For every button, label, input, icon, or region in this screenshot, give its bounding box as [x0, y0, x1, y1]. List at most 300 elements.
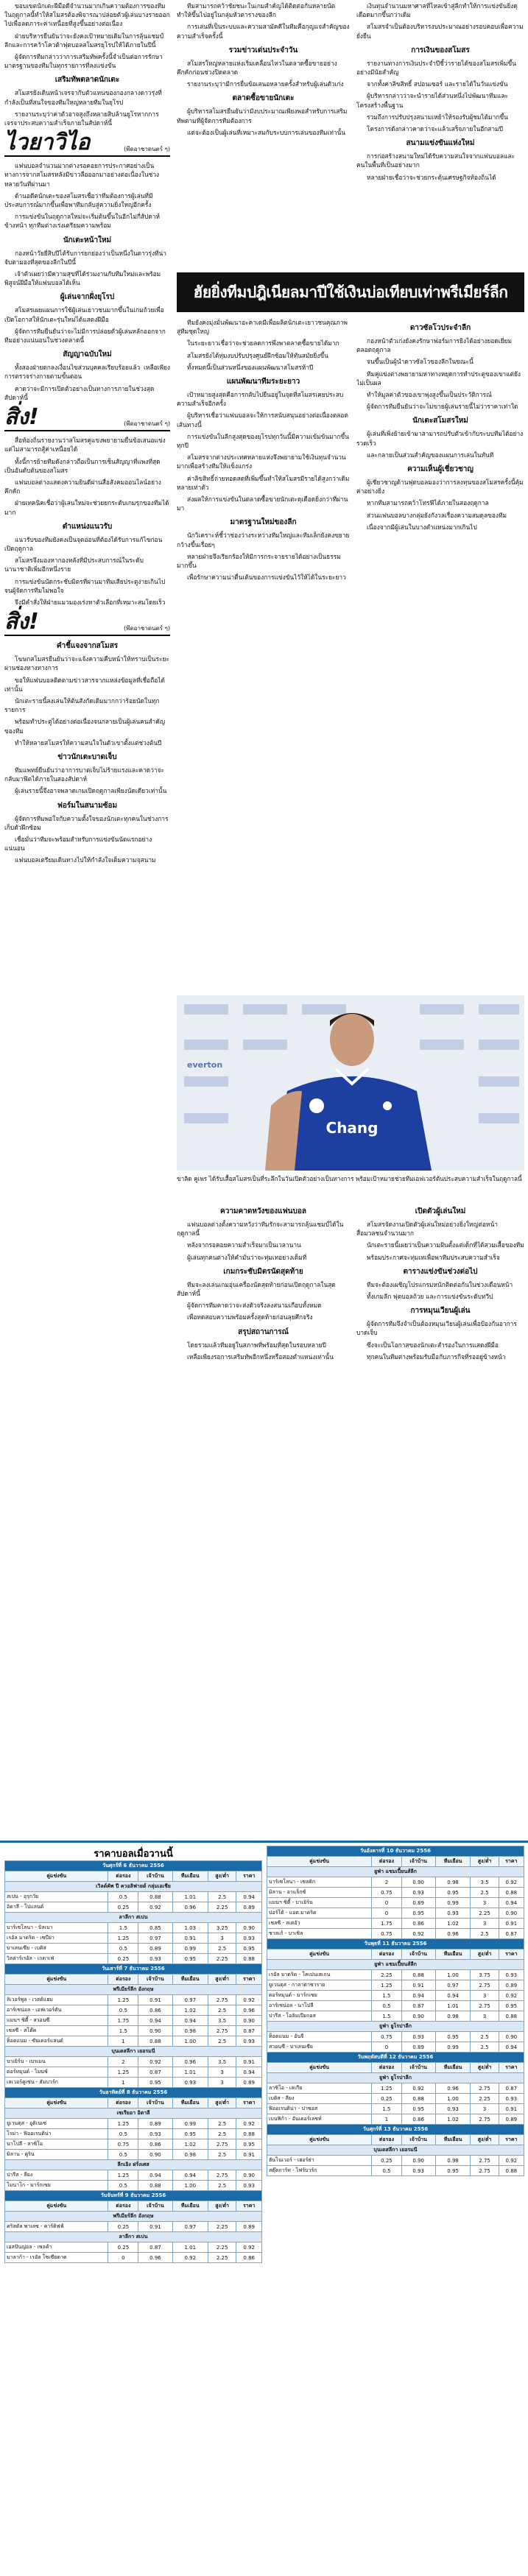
odds-match: ฮันโนเวอร์ - เฮอร์ธ่า — [267, 2156, 372, 2166]
odds-value: 1.03 — [172, 1923, 208, 1933]
paragraph: ด้านอดีตนักเตะของสโมสรเชื่อว่าทีมต้องการผู้เล่นที่มีประสบการณ์มากขึ้นเพื่อพาทีมกลับสู่ความยิ่งใหญ่อีกครั้ง — [4, 191, 153, 209]
odds-col-header: คู่แข่งขัน — [5, 2098, 108, 2109]
odds-match: เบนฟิก้า - อันเดอร์เลชท์ — [267, 2114, 372, 2125]
paragraph: ค่าลิขสิทธิ์ถ่ายทอดสดที่เพิ่มขึ้นทำให้สโมสรมีรายได้สูงกว่าเดิมหลายเท่าตัว — [177, 474, 350, 491]
paragraph: สโมสรจำเป็นต้องบริหารงบประมาณอย่างรอบคอบเพื่อความยั่งยืน — [356, 23, 524, 40]
odds-value: 2.25 — [471, 1908, 499, 1919]
odds-match-row — [5, 2078, 262, 2088]
odds-value: 0.98 — [435, 2156, 471, 2166]
paragraph: หลายฝ่ายจึงเรียกร้องให้มีการกระจายรายได้อย่างเป็นธรรมมากขึ้น — [177, 552, 341, 570]
article-block — [356, 429, 524, 459]
paragraph: สโมสรเผยแผนการใช้ผู้เล่นเยาวชนมากขึ้นในเกมถ้วยเพื่อเปิดโอกาสให้นักเตะรุ่นใหม่ได้แสดงฝีมือ — [4, 306, 164, 323]
odds-value: 0.90 — [236, 2170, 262, 2181]
odds-value: 0.93 — [138, 1954, 172, 1964]
odds-league: เซเรียอา อิตาลี — [5, 2109, 262, 2119]
paragraph: กองหน้าวัยยี่สิบปีได้รับการยกย่องว่าเป็นหนึ่งในดาวรุ่งที่น่าจับตามองที่สุดของลีกในปีนี้ — [4, 249, 166, 266]
odds-match-row — [5, 2036, 262, 2047]
odds-date: วันศุกร์ที่ 6 ธันวาคม 2556 — [5, 1861, 262, 1871]
article-block — [4, 696, 170, 747]
odds-date: วันจันทร์ที่ 9 ธันวาคม 2556 — [5, 2191, 262, 2201]
odds-value: 0.96 — [236, 2005, 262, 2016]
odds-date: วันอาทิตย์ที่ 8 ธันวาคม 2556 — [5, 2088, 262, 2098]
odds-match: ชาลเก้ - บาเซิล — [267, 1929, 372, 1939]
paragraph: ขอให้แฟนบอลติดตามข่าวสารจากแหล่งข้อมูลที่เชื่อถือได้เท่านั้น — [4, 676, 165, 693]
odds-col-header: เจ้าบ้าน — [401, 1857, 435, 1867]
odds-match-row — [5, 1933, 262, 1944]
article-block — [177, 1341, 350, 1361]
backdrop-sponsor-text: everton — [187, 1060, 223, 1070]
odds-col-header: เจ้าบ้าน — [138, 2201, 172, 2212]
subheading: สัญญาฉบับใหม่ — [63, 350, 112, 359]
odds-value: 0.94 — [236, 1892, 262, 1902]
odds-value: 0.94 — [499, 2042, 524, 2053]
odds-value: 0.95 — [435, 2166, 471, 2176]
odds-value: 2.5 — [471, 2032, 499, 2042]
odds-value: 1.5 — [372, 1991, 401, 2001]
odds-value: 0.25 — [108, 2222, 138, 2232]
rubric-title: สิ่ง! — [4, 609, 39, 635]
odds-value: 3 — [471, 1991, 499, 2001]
odds-value: 0.5 — [108, 2129, 138, 2139]
odds-col-header: คู่แข่งขัน — [5, 2201, 108, 2212]
odds-league-row — [5, 2212, 262, 2222]
odds-value: 0.99 — [172, 1944, 208, 1954]
article-block — [177, 531, 350, 582]
odds-value: 3 — [471, 2104, 499, 2114]
odds-value: 3 — [471, 1919, 499, 1929]
paragraph: จนขึ้นเป็นผู้นำดาวซัลโวของลีกในขณะนี้ — [367, 358, 474, 366]
odds-col-header: ราคา — [236, 2201, 262, 2212]
odds-value: 0.25 — [108, 1954, 138, 1964]
odds-match: บาร์เซโลนา - บิลเบา — [5, 1923, 108, 1933]
odds-col-header: ทีมเยือน — [435, 1949, 471, 1960]
headline-text: ฮัยยิ่งทีมปฎิเนียลมาปีใช้เงินบ่อเทียบเท่าพรีเมียร์ลีก — [193, 283, 508, 301]
odds-col-header: ทีมเยือน — [435, 2135, 471, 2145]
odds-league: บุนเดสลีกา เยอรมนี — [267, 2145, 524, 2156]
odds-match: ปารีส - โอลิมเปียกอส — [267, 2011, 372, 2022]
odds-match-row — [5, 2067, 262, 2078]
odds-match-row — [267, 1929, 524, 1939]
article-block — [4, 577, 170, 607]
odds-league-row — [5, 1985, 262, 1995]
article-block — [356, 91, 524, 133]
odds-match: บาเลนเซีย - เบติส — [5, 1944, 108, 1954]
odds-value: 0.86 — [401, 2114, 435, 2125]
odds-value: 0.86 — [138, 2139, 172, 2150]
odds-col-header: คู่แข่งขัน — [267, 2135, 372, 2145]
odds-value: 1.5 — [372, 2011, 401, 2022]
odds-value: 0.99 — [435, 1898, 471, 1908]
odds-value: 0.92 — [138, 2057, 172, 2067]
odds-league-row — [267, 2022, 524, 2032]
odds-match: ยูเวนตุส - กาลาตาซาราย — [267, 1980, 372, 1991]
odds-league-row — [5, 2109, 262, 2119]
subheading: เกมกระชับมิตรนัดสุดท้าย — [223, 1267, 303, 1276]
odds-match-row — [267, 2104, 524, 2114]
odds-value: 0.87 — [499, 2083, 524, 2094]
paragraph: สโมสรยังเดินหน้าเจรจากับตัวแทนของกองกลางดาวรุ่งที่กำลังเป็นที่สนใจของทีมใหญ่หลายทีมในยุโรป — [4, 89, 162, 106]
odds-col-header: เจ้าบ้าน — [401, 1949, 435, 1960]
odds-value: 1.25 — [108, 2119, 138, 2129]
odds-value: 0.5 — [108, 2181, 138, 2191]
odds-match: เรอัล มาดริด - เซบีย่า — [5, 1933, 108, 1944]
odds-col-header: สูง/ต่ำ — [471, 1949, 499, 1960]
odds-value: 0.91 — [172, 1933, 208, 1944]
paragraph: ทั้งสองฝ่ายตกลงเงื่อนไขส่วนบุคคลเรียบร้อยแล้ว เหลือเพียงการตรวจร่างกายตามขั้นตอน — [4, 364, 170, 381]
paragraph: การแข่งขันในลีกสูงสุดของยุโรปทุกวันนี้มีความเข้มข้นมากขึ้นทุกปี — [177, 432, 349, 450]
odds-value: 1.00 — [172, 2181, 208, 2191]
odds-league: ลีกเอิง ฝรั่งเศส — [5, 2160, 262, 2170]
paragraph: สโมสรจึงมองหากองหลังที่มีประสบการณ์ในระดับนานาชาติเพิ่มอีกหนึ่งราย — [4, 557, 144, 574]
odds-match: เลเวอร์คูเซ่น - ฮัมบวร์ก — [5, 2078, 108, 2088]
odds-value: 0.97 — [138, 1933, 172, 1944]
odds-match-row — [5, 2005, 262, 2016]
odds-league: ยูฟ่า แชมเปี้ยนส์ลีก — [267, 1867, 524, 1877]
odds-value: 0.91 — [401, 1980, 435, 1991]
odds-value: 0.98 — [172, 2026, 208, 2036]
odds-value: 0.90 — [138, 2026, 172, 2036]
subheading: สรุปสถานการณ์ — [238, 1327, 289, 1336]
odds-value: 0.89 — [401, 2042, 435, 2053]
paragraph: ทีมสามารถคว้าชัยชนะในเกมสำคัญได้ติดต่อกันหลายนัด ทำให้ขึ้นไปอยู่ในกลุ่มหัวตารางของลีก — [177, 2, 336, 19]
subheading: เสริมทัพตลาดนักเตะ — [54, 76, 120, 85]
odds-match-row — [5, 2129, 262, 2139]
odds-value: 0.90 — [236, 2016, 262, 2026]
article-block — [4, 1, 170, 70]
odds-value: 0.87 — [138, 2242, 172, 2253]
odds-value: 0.91 — [236, 2057, 262, 2067]
odds-value: 0.5 — [108, 1944, 138, 1954]
odds-league-row — [267, 2073, 524, 2083]
odds-match: ลิเวอร์พูล - เวสต์แฮม — [5, 1995, 108, 2005]
subheading: นักเตะหน้าใหม่ — [63, 236, 112, 244]
paragraph: เจ้าตัวเผยว่ามีความสุขที่ได้ร่วมงานกับทีมใหม่และพร้อมพิสูจน์ฝีมือให้แฟนบอลได้เห็น — [4, 270, 161, 287]
odds-value: 3.75 — [471, 1970, 499, 1980]
player-photo — [177, 995, 524, 1171]
paragraph: นักเตะรายนี้เผยว่าเป็นความฝันตั้งแต่เด็กที่ได้สวมเสื้อของทีม — [367, 1241, 524, 1249]
article-block — [177, 390, 350, 429]
odds-league: พรีเมียร์ลีก อังกฤษ — [5, 1985, 262, 1995]
odds-value: 1.25 — [108, 2170, 138, 2181]
odds-match: อิตาลี - โปแลนด์ — [5, 1902, 108, 1913]
subheading: ดาวซัลโวประจำลีก — [409, 324, 471, 332]
odds-match-row — [267, 1877, 524, 1888]
odds-match-row — [267, 1898, 524, 1908]
column-rubric — [4, 611, 170, 636]
odds-value: 0.93 — [401, 2166, 435, 2176]
odds-value: 0.95 — [435, 2032, 471, 2042]
odds-match: ปารีส - ลียง — [5, 2170, 108, 2181]
odds-value: 0.87 — [138, 2067, 172, 2078]
odds-value: 0.92 — [499, 1877, 524, 1888]
odds-col-header: ทีมเยือน — [172, 2098, 208, 2109]
odds-match: เบติส - ลียง — [267, 2094, 372, 2104]
article-block — [4, 535, 170, 574]
paragraph: ผู้จัดการทีมยืนยันว่าจะไม่ขายผู้เล่นรายนี้ไม่ว่าราคาเท่าใด — [367, 403, 518, 411]
paragraph: สโมสรจากต่างประเทศหลายแห่งจึงพยายามใช้เงินทุนจำนวนมากเพื่อสร้างทีมให้แข็งแกร่ง — [177, 454, 346, 470]
paragraph: จากทั้งค่าลิขสิทธิ์ สปอนเซอร์ และรายได้ในวันแข่งขัน — [367, 80, 508, 88]
odds-value: 2 — [372, 1877, 401, 1888]
odds-value: 0 — [372, 1898, 401, 1908]
odds-value: 0.94 — [172, 2016, 208, 2026]
odds-date-row — [5, 2088, 262, 2098]
odds-league-row — [5, 2232, 262, 2242]
odds-league: บุนเดสลีกา เยอรมนี — [5, 2047, 262, 2057]
paragraph: จึงมีคำสั่งให้ฝ่ายแมวมองเร่งหาตัวเลือกที่เหมาะสมโดยเร็ว — [15, 598, 166, 606]
odds-value: 0.92 — [401, 1929, 435, 1939]
column-right — [356, 318, 524, 981]
odds-value: 0.99 — [435, 2042, 471, 2053]
odds-value: 0.92 — [401, 2083, 435, 2094]
paragraph: พร้อมประกาศจะทุ่มเทเพื่อพาทีมประสบความสำเร็จ — [367, 1253, 500, 1261]
paragraph: สื่อท้องถิ่นรายงานว่าสโมสรคู่แข่งพยายามยื่นข้อเสนอแข่งแต่ไม่สามารถสู้ค่าเหนื่อยได้ — [4, 437, 166, 454]
odds-league: ยูฟ่า ยูโรปาลีก — [267, 2073, 524, 2083]
paragraph: ผู้เล่นที่เพิ่งย้ายเข้ามาสามารถปรับตัวเข้ากับระบบทีมได้อย่างรวดเร็ว — [356, 430, 524, 447]
odds-value: 2.75 — [471, 2166, 499, 2176]
odds-col-header: สูง/ต่ำ — [208, 1975, 236, 1985]
odds-value: 1.25 — [372, 1980, 401, 1991]
odds-match-row — [267, 2011, 524, 2022]
paragraph: การแข่งขันในฤดูกาลใหม่จะเริ่มต้นขึ้นในอีกไม่กี่สัปดาห์ข้างหน้า ทุกทีมต่างเร่งเตรียมความพร้อม — [4, 213, 161, 230]
odds-value: 0.96 — [172, 2057, 208, 2067]
odds-col-header: สูง/ต่ำ — [208, 1871, 236, 1882]
odds-value: 0.92 — [236, 1995, 262, 2005]
article-block — [356, 59, 524, 89]
paragraph: รายงานระบุว่ามีการยื่นข้อเสนอหลายครั้งสำหรับผู้เล่นตัวเก่ง — [187, 80, 344, 88]
paragraph: ทั้งเกมลีก ฟุตบอลถ้วย และการแข่งขันระดับทวีป — [367, 1293, 493, 1301]
odds-value: 0.93 — [435, 2104, 471, 2114]
odds-value: 0.97 — [172, 2222, 208, 2232]
odds-header-row — [5, 2201, 262, 2212]
paragraph: ทีมยังคงมุ่งมั่นพัฒนาอะคาเดมีเพื่อผลิตนักเตะเยาวชนคุณภาพสู่ทีมชุดใหญ่ — [177, 319, 348, 336]
paragraph: ฝ่ายเทคนิคเชื่อว่าผู้เล่นใหม่จะช่วยยกระดับเกมรุกของทีมได้มาก — [4, 499, 169, 516]
article-block — [4, 161, 170, 230]
odds-col-header: ต่อรอง — [108, 1871, 138, 1882]
odds-match: มาลาก้า - เรอัล โซเซียดาด — [5, 2253, 108, 2263]
odds-value: 0 — [372, 2042, 401, 2053]
odds-match: ท็อตแนม - อันจี — [267, 2032, 372, 2042]
odds-match-row — [267, 2094, 524, 2104]
odds-col-header: ต่อรอง — [108, 2201, 138, 2212]
odds-league: เวิลด์คัพ ปี ควอลิฟายด์ กลุ่มเอเชีย — [5, 1882, 262, 1892]
odds-date: วันเสาร์ที่ 7 ธันวาคม 2556 — [5, 1964, 262, 1975]
odds-value: 1.5 — [108, 2026, 138, 2036]
paragraph: ผู้จัดการทีมจึงจำเป็นต้องหมุนเวียนผู้เล่นเพื่อป้องกันอาการบาดเจ็บ — [356, 1320, 517, 1337]
paragraph: การเล่นที่เป็นระบบและความสามัคคีในทีมคือกุญแจสำคัญของความสำเร็จครั้งนี้ — [177, 23, 350, 40]
odds-col-header: ทีมเยือน — [435, 1857, 471, 1867]
odds-match: เอสปันญ่อล - เซลต้า — [5, 2242, 108, 2253]
paragraph: แฟนบอลเตรียมเดินทางไปให้กำลังใจเต็มความจุสนาม — [15, 856, 156, 864]
rubric-byline: (พีดอาชาดนตร์ ๆ) — [124, 420, 170, 428]
paragraph: พร้อมทำประตูได้อย่างต่อเนื่องจนกลายเป็นผู้เล่นคนสำคัญของทีม — [4, 718, 165, 735]
odds-value: 1.5 — [108, 1923, 138, 1933]
paragraph: ทีมแพทย์ยืนยันว่าอาการบาดเจ็บไม่ร้ายแรงและคาดว่าจะกลับมาฟิตได้ภายในสองสัปดาห์ — [4, 766, 165, 783]
odds-value: 3.25 — [208, 1923, 236, 1933]
odds-value: 0.96 — [172, 1902, 208, 1913]
odds-value: 0.85 — [138, 1923, 172, 1933]
odds-title: ราคาบอลเมื่อวานนี้ — [94, 1849, 173, 1860]
odds-value: 0.92 — [172, 2253, 208, 2263]
odds-match-row — [267, 1980, 524, 1991]
odds-value: 2.25 — [208, 2253, 236, 2263]
odds-value: 0.90 — [401, 1877, 435, 1888]
paragraph: เงินทุนจำนวนมหาศาลที่ไหลเข้าสู่ลีกทำให้การแข่งขันยิ่งดุเดือดมากขึ้นกว่าเดิม — [356, 2, 518, 19]
subheading: ความเห็นผู้เชี่ยวชาญ — [407, 465, 474, 474]
odds-col-header: ราคา — [499, 2135, 524, 2145]
odds-value: 1.25 — [108, 1933, 138, 1944]
odds-value: 0.89 — [499, 1980, 524, 1991]
odds-value: 0.93 — [138, 2129, 172, 2139]
subheading: ข่าวนักเตะบาดเจ็บ — [57, 752, 117, 761]
odds-match: เชลซี - สเตอัว — [267, 1919, 372, 1929]
odds-match-row — [267, 2166, 524, 2176]
odds-match-row — [5, 2242, 262, 2253]
odds-col-header: ราคา — [499, 1949, 524, 1960]
odds-value: 2.5 — [208, 2181, 236, 2191]
article-block — [4, 88, 170, 127]
odds-col-header: ต่อรอง — [108, 2098, 138, 2109]
odds-value: 0.86 — [138, 2005, 172, 2016]
paragraph: แฟนบอลจำนวนมากต่างรอคอยการประกาศอย่างเป็นทางการจากสโมสรหลังมีข่าวลือออกมาอย่างต่อเนื่องในช่วงหลายวันที่ผ่านมา — [4, 162, 160, 188]
odds-col-header: คู่แข่งขัน — [5, 1871, 108, 1882]
odds-match-row — [5, 2139, 262, 2150]
odds-match: ฟิออเรนติน่า - ปาซอส — [267, 2104, 372, 2114]
odds-date-row — [5, 2191, 262, 2201]
article-block — [4, 306, 170, 345]
odds-table-right — [267, 1846, 524, 2176]
odds-date-row — [5, 1861, 262, 1871]
article-block — [177, 1280, 350, 1322]
paragraph: ขอบเขตนักเตะฝีมือดีจำนวนมากเกินความต้องการของทีมในฤดูกาลนี้ทำให้สโมสรต้องพิจารณาปล่อยตัวผู้เล่นบางรายออกไปเพื่อลดภาระค่าเหนื่อยที่สูงขึ้นอย่างต่อเนื่อง — [4, 2, 170, 28]
odds-value: 0.25 — [372, 2156, 401, 2166]
odds-date-row — [267, 1939, 524, 1949]
odds-match-row — [267, 2042, 524, 2053]
subheading: ตารางแข่งขันช่วงต่อไป — [403, 1267, 478, 1276]
odds-match-row — [5, 2150, 262, 2160]
odds-match: อาร์เซน่อล - เอฟเวอร์ตัน — [5, 2005, 108, 2016]
odds-value: 3.5 — [208, 2016, 236, 2026]
article-block — [177, 59, 350, 89]
odds-col-header: ต่อรอง — [372, 2063, 401, 2073]
paragraph: แฟนบอลต่างแสดงความยินดีผ่านสื่อสังคมออนไลน์อย่างคึกคัก — [4, 478, 161, 495]
odds-match: สเปน - อุรุกวัย — [5, 1892, 108, 1902]
odds-match: เรอัล มาดริด - โคเปนเฮเกน — [267, 1970, 372, 1980]
article-block — [356, 511, 524, 532]
odds-col-header: ราคา — [236, 2098, 262, 2109]
paragraph: นักวิเคราะห์ชี้ว่าช่องว่างระหว่างทีมใหญ่และทีมเล็กยังคงขยายกว้างขึ้นเรื่อยๆ — [177, 532, 350, 548]
subheading: ตลาดซื้อขายนักเตะ — [232, 94, 295, 103]
odds-header-row — [267, 2063, 524, 2073]
odds-match-row — [267, 2032, 524, 2042]
odds-match: บาเยิร์น - เบรเมน — [5, 2057, 108, 2067]
odds-value: 0.95 — [138, 2078, 172, 2088]
column-rubric — [4, 132, 170, 157]
odds-match-row — [267, 2156, 524, 2166]
odds-league-row — [5, 2160, 262, 2170]
odds-date: วันพฤหัสบดีที่ 12 ธันวาคม 2556 — [267, 2053, 524, 2063]
odds-match-row — [5, 2222, 262, 2232]
odds-value: 0.92 — [236, 2119, 262, 2129]
subheading: นักเตะสโมสรใหม่ — [412, 417, 468, 426]
paragraph: หลายฝ่ายเชื่อว่าจะช่วยกระตุ้นเศรษฐกิจท้องถิ่นได้ — [367, 173, 496, 181]
article-block — [356, 478, 524, 508]
article-block — [356, 1, 524, 40]
odds-value: 0.86 — [401, 1919, 435, 1929]
odds-league-row — [5, 1882, 262, 1892]
odds-match: อาร์เซน่อล - นาโปลี — [267, 2001, 372, 2011]
article-block — [4, 436, 170, 517]
odds-value: 2.25 — [372, 1970, 401, 1980]
article-block — [177, 318, 350, 372]
paragraph: หลังจากรอคอยความสำเร็จมาเป็นเวลานาน — [187, 1241, 301, 1249]
odds-value: 0.92 — [138, 1902, 172, 1913]
odds-value: 3 — [208, 2078, 236, 2088]
odds-match-row — [267, 2083, 524, 2094]
odds-header-row — [5, 2098, 262, 2109]
odds-value: 0.5 — [372, 2001, 401, 2011]
odds-value: 0.86 — [236, 2253, 262, 2263]
odds-col-header: สูง/ต่ำ — [471, 2135, 499, 2145]
odds-match: ปอร์โต้ - แอต.มาดริด — [267, 1908, 372, 1919]
paragraph: ผู้จัดการทีมพอใจกับความตั้งใจของนักเตะทุกคนในช่วงการเก็บตัวฝึกซ้อม — [4, 814, 169, 831]
odds-value: 0.93 — [172, 2078, 208, 2088]
odds-value: 0.89 — [401, 1898, 435, 1908]
odds-match: บาร์เซโลนา - เซลติก — [267, 1877, 372, 1888]
paragraph: เพื่อรักษาความน่าตื่นเต้นของการแข่งขันไว้ให้ได้ในระยะยาว — [187, 574, 346, 582]
odds-date-row — [267, 2053, 524, 2063]
odds-match: วิลล่าร์เรอัล - เกตาเฟ่ — [5, 1954, 108, 1964]
column-middle-top — [177, 1, 350, 267]
odds-value: 0.92 — [236, 2242, 262, 2253]
paragraph: และกลายเป็นส่วนสำคัญของแผนการเล่นในทันที — [367, 451, 494, 459]
odds-value: 0 — [108, 2253, 138, 2263]
odds-value: 2.5 — [471, 1888, 499, 1898]
paragraph: กองหน้าตัวเก่งยังคงรักษาฟอร์มการยิงได้อย่างยอดเยี่ยมตลอดฤดูกาล — [356, 337, 512, 354]
odds-match: ยูเวนตุส - อูดิเนเซ่ — [5, 2119, 108, 2129]
odds-col-header: เจ้าบ้าน — [401, 2135, 435, 2145]
article-block — [356, 370, 524, 412]
odds-value: 2.5 — [208, 2036, 236, 2047]
odds-value: 0.97 — [435, 1980, 471, 1991]
odds-col-header: ทีมเยือน — [172, 1975, 208, 1985]
odds-value: 0.89 — [236, 2078, 262, 2088]
odds-value: 2.75 — [471, 2156, 499, 2166]
odds-value: 1.02 — [435, 1919, 471, 1929]
odds-value: 0.25 — [108, 2242, 138, 2253]
odds-value: 0.88 — [499, 2166, 524, 2176]
odds-league: ลาลีกา สเปน — [5, 2232, 262, 2242]
odds-value: 0.95 — [236, 2139, 262, 2150]
paragraph: สโมสรจัดงานเปิดตัวผู้เล่นใหม่อย่างยิ่งใหญ่ต่อหน้าสื่อมวลชนจำนวนมาก — [356, 1221, 499, 1238]
subheading: การหมุนเวียนผู้เล่น — [410, 1307, 471, 1316]
odds-match-row — [5, 2016, 262, 2026]
odds-value: 0.87 — [499, 1929, 524, 1939]
paragraph: ผู้จัดการทีมยืนยันว่าจะไม่มีการปล่อยตัวผู้เล่นหลักออกจากทีมอย่างแน่นอนในช่วงตลาดนี้ — [4, 327, 166, 345]
paragraph: หากทีมสามารถคว้าโทรฟีได้ภายในสองฤดูกาล — [367, 499, 489, 507]
article-block — [4, 249, 170, 288]
odds-value: 0.89 — [236, 1902, 262, 1913]
odds-value: 1 — [108, 2078, 138, 2088]
odds-value: 0.97 — [172, 1995, 208, 2005]
odds-value: 2.25 — [208, 1954, 236, 1964]
odds-date-row — [267, 2125, 524, 2135]
odds-value: 0.87 — [401, 2001, 435, 2011]
odds-value: 0.88 — [499, 1888, 524, 1898]
odds-match-row — [5, 1995, 262, 2005]
odds-value: 2.5 — [208, 2150, 236, 2160]
odds-league-row — [267, 1960, 524, 1970]
odds-value: 2.5 — [208, 1892, 236, 1902]
